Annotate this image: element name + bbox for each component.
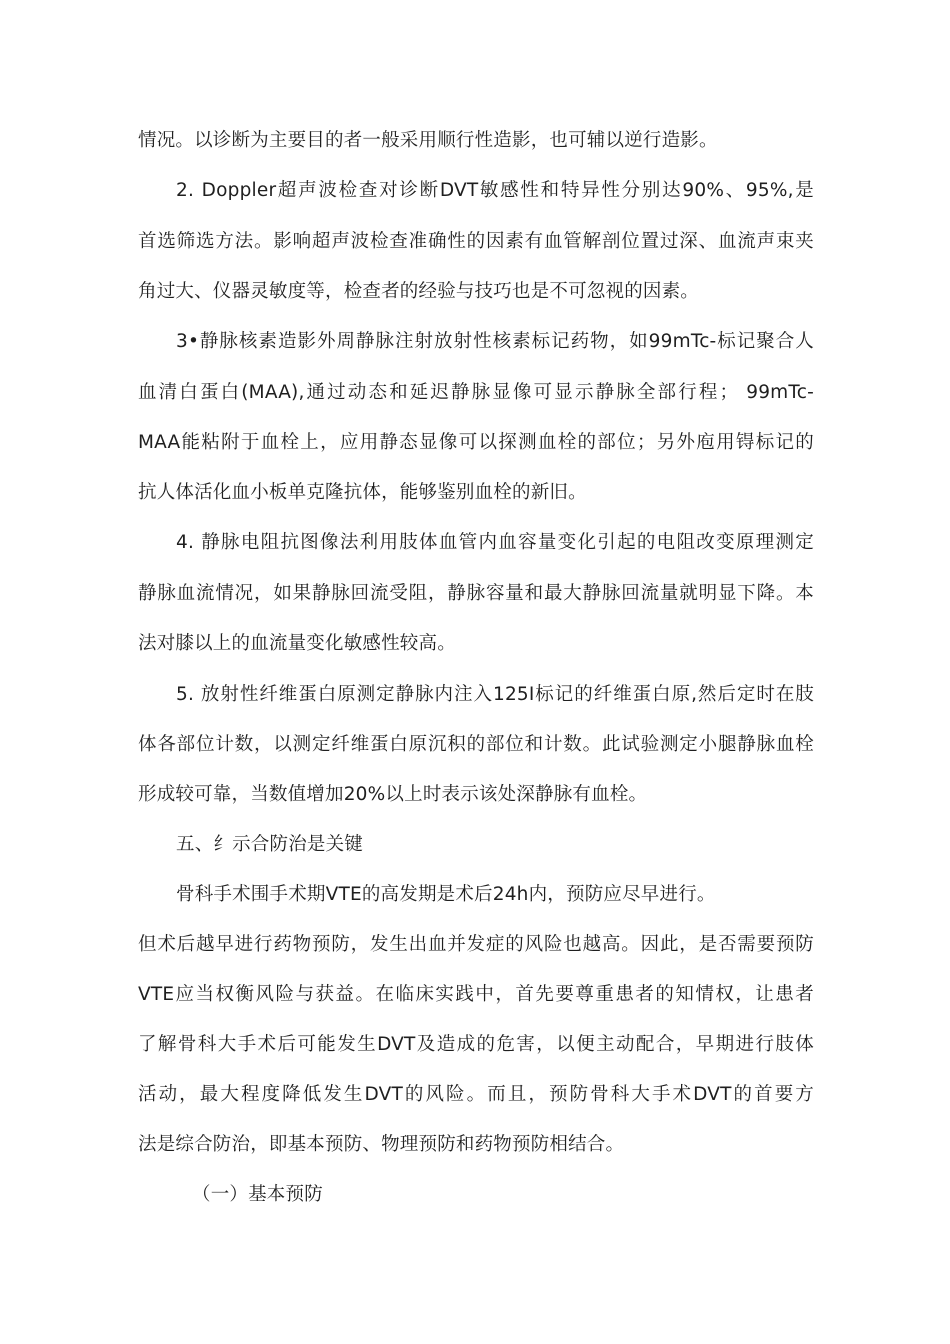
paragraph-4-line-3: 法对膝以上的血流量变化敏感性较高。 [138,633,456,654]
paragraph-5-line-3: 形成较可靠，当数值增加20%以上时表示该处深静脉有血栓。 [138,784,648,805]
paragraph-6-line-1: 骨科手术围手术期VTE的高发期是术后24h内，预防应尽早进行。 [176,884,716,905]
paragraph-6-line-2: 但术后越早进行药物预防，发生出血并发症的风险也越高。因此，是否需要预防 [138,934,814,955]
subsection-heading: （一）基本预防 [192,1184,323,1205]
paragraph-2-line-2: 首选筛选方法。影响超声波检查准确性的因素有血管解剖位置过深、血流声束夹 [138,231,814,252]
paragraph-4-line-1: 4. 静脉电阻抗图像法利用肢体血管内血容量变化引起的电阻改变原理测定 [176,532,814,553]
text-line: 情况。以诊断为主要目的者一般采用顺行性造影，也可辅以逆行造影。 [138,130,718,151]
paragraph-6-line-5: 活动，最大程度降低发生DVT的风险。而且，预防骨科大手术DVT的首要方 [138,1084,814,1105]
paragraph-2-line-1: 2. Doppler超声波检查对诊断DVT敏感性和特异性分别达90%、95%,是 [176,180,814,201]
paragraph-3-line-4: 抗人体活化血小板单克隆抗体，能够鉴别血栓的新旧。 [138,482,587,503]
paragraph-3-line-3: MAA能粘附于血栓上，应用静态显像可以探测血栓的部位；另外庖用锝标记的 [138,432,814,453]
paragraph-6-line-6: 法是综合防治，即基本预防、物理预防和药物预防相结合。 [138,1134,625,1155]
section-heading: 五、纟示合防治是关键 [176,834,364,855]
paragraph-5-line-1: 5. 放射性纤维蛋白原测定静脉内注入125I标记的纤维蛋白原,然后定时在肢 [176,684,814,705]
paragraph-6-line-3: VTE应当权衡风险与获益。在临床实践中，首先要尊重患者的知情权，让患者 [138,984,814,1005]
paragraph-3-line-2: 血清白蛋白(MAA),通过动态和延迟静脉显像可显示静脉全部行程； 99mTc- [138,382,814,403]
paragraph-5-line-2: 体各部位计数，以测定纤维蛋白原沉积的部位和计数。此试验测定小腿静脉血栓 [138,734,814,755]
paragraph-4-line-2: 静脉血流情况，如果静脉回流受阻，静脉容量和最大静脉回流量就明显下降。本 [138,583,814,604]
paragraph-6-line-4: 了解骨科大手术后可能发生DVT及造成的危害，以便主动配合，早期进行肢体 [138,1034,814,1055]
paragraph-2-line-3: 角过大、仪器灵敏度等，检查者的经验与技巧也是不可忽视的因素。 [138,281,700,302]
paragraph-3-line-1: 3•静脉核素造影外周静脉注射放射性核素标记药物，如99mTc-标记聚合人 [176,331,814,352]
